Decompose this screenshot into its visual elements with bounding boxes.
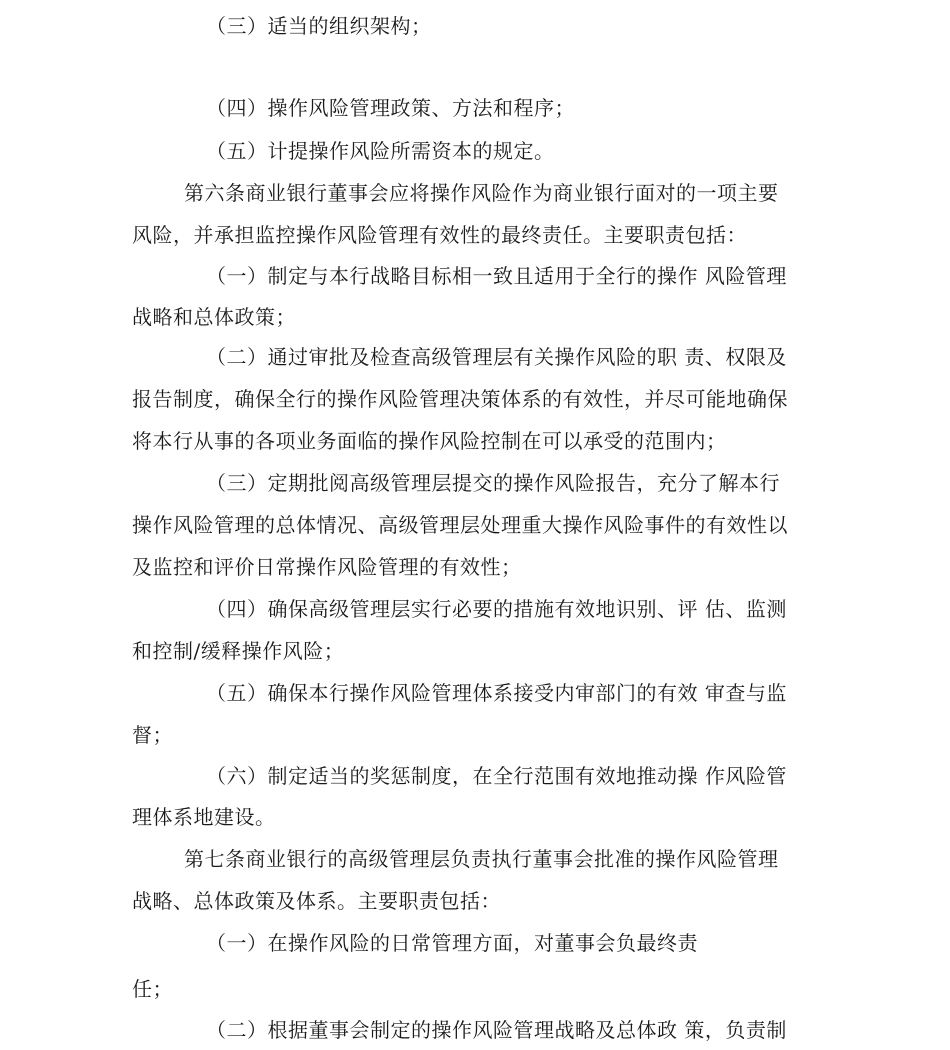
art6-item-5-line-2: 督；	[132, 723, 173, 747]
art6-item-6-line-1: （六）制定适当的奖惩制度，在全行范围有效地推动操 作风险管	[206, 764, 787, 788]
clause-3-org-structure: （三）适当的组织架构；	[206, 14, 432, 38]
art6-item-2-line-3: 将本行从事的各项业务面临的操作风险控制在可以承受的范围内；	[132, 429, 727, 453]
article-7-line-2: 战略、总体政策及体系。主要职责包括：	[132, 889, 501, 913]
art7-item-1-line-1: （一）在操作风险的日常管理方面，对董事会负最终责	[206, 931, 698, 955]
art7-item-1-line-2: 任；	[132, 977, 173, 1001]
art6-item-3-line-2: 操作风险管理的总体情况、高级管理层处理重大操作风险事件的有效性以	[132, 513, 788, 537]
art6-item-3-line-1: （三）定期批阅高级管理层提交的操作风险报告，充分了解本行	[206, 471, 780, 495]
art6-item-4-line-1: （四）确保高级管理层实行必要的措施有效地识别、评 估、监测	[206, 597, 787, 621]
art6-item-2-line-1: （二）通过审批及检查高级管理层有关操作风险的职 责、权限及	[206, 345, 787, 369]
article-6-line-2: 风险，并承担监控操作风险管理有效性的最终责任。主要职责包括：	[132, 223, 747, 247]
art6-item-4-line-2: 和控制/缓释操作风险；	[132, 639, 345, 663]
article-6-line-1: 第六条商业银行董事会应将操作风险作为商业银行面对的一项主要	[184, 181, 779, 205]
clause-5-capital: （五）计提操作风险所需资本的规定。	[206, 139, 555, 163]
art7-item-2-line-1: （二）根据董事会制定的操作风险管理战略及总体政 策，负责制	[206, 1018, 787, 1042]
art6-item-1-line-2: 战略和总体政策；	[132, 305, 296, 329]
art6-item-1-line-1: （一）制定与本行战略目标相一致且适用于全行的操作 风险管理	[206, 264, 787, 288]
art6-item-3-line-3: 及监控和评价日常操作风险管理的有效性；	[132, 555, 522, 579]
art6-item-5-line-1: （五）确保本行操作风险管理体系接受内审部门的有效 审查与监	[206, 681, 787, 705]
clause-4-policies: （四）操作风险管理政策、方法和程序；	[206, 96, 575, 120]
article-7-line-1: 第七条商业银行的高级管理层负责执行董事会批准的操作风险管理	[184, 847, 779, 871]
art6-item-2-line-2: 报告制度，确保全行的操作风险管理决策体系的有效性，并尽可能地确保	[132, 387, 788, 411]
art6-item-6-line-2: 理体系地建设。	[132, 805, 276, 829]
